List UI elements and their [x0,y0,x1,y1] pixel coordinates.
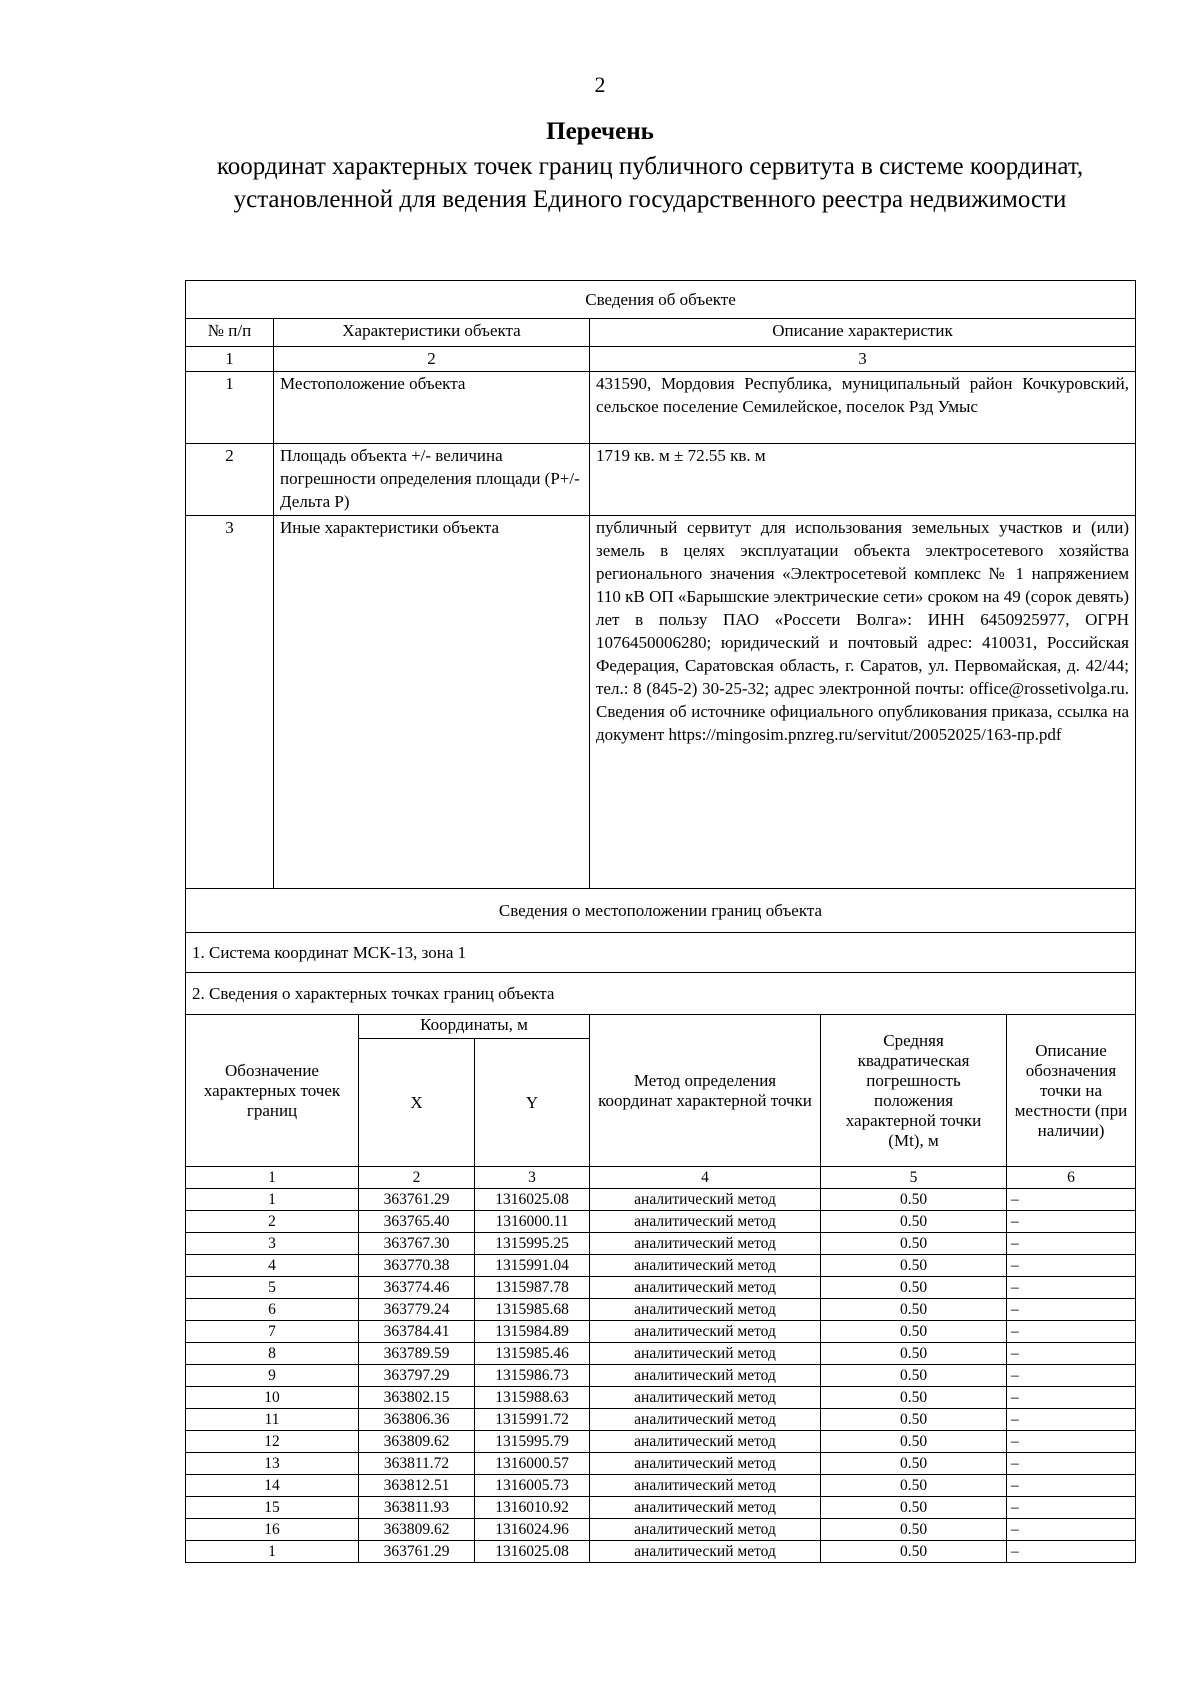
point-description: – [1007,1343,1136,1365]
page-number: 2 [594,72,606,97]
point-designation: 5 [186,1277,359,1299]
point-designation: 11 [186,1409,359,1431]
row-desc: публичный сервитут для использования земельных участков и (или) земель в целях эксплуатации объекта электросетевого хозяйства регионального значения «Электросетевой комплекс № 1 напряжением 110 кВ ОП «Барышские электрические сети» сроком на 49 (сорок девять) лет в пользу ПАО «Россети Волга»: ИНН 6450925977, ОГРН 1076450006280; юридический и почтовый адрес: 410031, Российская Федерация, Саратовская область, г. Саратов, ул. Первомайская, д. 42/44; тел.: 8 (845-2) 30-25-32; адрес электронной почты: office@rossetivolga.ru. Сведения об источнике официального опубликования приказа, ссылка на документ https://mingosim.pnzreg.ru/servitut/20052025/163-пр.pdf [590,516,1136,889]
point-x: 363774.46 [359,1277,475,1299]
point-x: 363761.29 [359,1541,475,1563]
point-error: 0.50 [821,1321,1007,1343]
point-method: аналитический метод [590,1497,821,1519]
point-error: 0.50 [821,1519,1007,1541]
point-description: – [1007,1189,1136,1211]
point-method: аналитический метод [590,1431,821,1453]
point-method: аналитический метод [590,1409,821,1431]
table-row [186,1497,1136,1519]
table-row [186,1321,1136,1343]
point-designation: 10 [186,1387,359,1409]
point-designation: 12 [186,1431,359,1453]
col-number: 3 [475,1167,590,1189]
col-number: 1 [186,347,274,372]
row-name: Иные характеристики объекта [274,516,590,889]
point-x: 363779.24 [359,1299,475,1321]
point-error: 0.50 [821,1475,1007,1497]
header-num: № п/п [186,319,274,347]
point-error: 0.50 [821,1365,1007,1387]
table-row [186,1519,1136,1541]
table-row [186,1211,1136,1233]
row-name: Площадь объекта +/- величина погрешности определения площади (Р+/- Дельта Р) [274,444,590,516]
point-description: – [1007,1409,1136,1431]
table-row [186,1409,1136,1431]
header-coords: Координаты, м [359,1015,590,1039]
location-title: Сведения о местоположении границ объекта [186,889,1136,933]
point-x: 363809.62 [359,1519,475,1541]
point-x: 363765.40 [359,1211,475,1233]
point-method: аналитический метод [590,1255,821,1277]
point-designation: 1 [186,1541,359,1563]
point-y: 1316000.11 [475,1211,590,1233]
point-y: 1315991.04 [475,1255,590,1277]
col-number-row [186,1167,1136,1189]
point-x: 363806.36 [359,1409,475,1431]
table-row [186,1431,1136,1453]
object-row [186,516,1136,889]
point-x: 363797.29 [359,1365,475,1387]
point-designation: 15 [186,1497,359,1519]
object-row [186,372,1136,444]
point-description: – [1007,1299,1136,1321]
point-method: аналитический метод [590,1519,821,1541]
point-error: 0.50 [821,1541,1007,1563]
point-x: 363811.93 [359,1497,475,1519]
table-row [186,1387,1136,1409]
row-number: 3 [186,516,274,889]
point-method: аналитический метод [590,1343,821,1365]
point-description: – [1007,1453,1136,1475]
object-info-table [185,280,1136,1015]
point-designation: 16 [186,1519,359,1541]
point-designation: 14 [186,1475,359,1497]
table-row [186,1255,1136,1277]
point-error: 0.50 [821,1299,1007,1321]
point-designation: 6 [186,1299,359,1321]
point-error: 0.50 [821,1453,1007,1475]
point-designation: 3 [186,1233,359,1255]
header-x: X [359,1039,475,1167]
table-row [186,1299,1136,1321]
point-y: 1316000.57 [475,1453,590,1475]
header-description: Описание обозначения точки на местности (при наличии) [1007,1015,1136,1167]
point-error: 0.50 [821,1277,1007,1299]
point-method: аналитический метод [590,1387,821,1409]
point-y: 1315988.63 [475,1387,590,1409]
point-description: – [1007,1211,1136,1233]
table-row [186,1365,1136,1387]
col-number: 5 [821,1167,1007,1189]
point-x: 363789.59 [359,1343,475,1365]
point-y: 1315987.78 [475,1277,590,1299]
document-title: Перечень [546,118,654,145]
point-designation: 8 [186,1343,359,1365]
row-name: Местоположение объекта [274,372,590,444]
point-designation: 9 [186,1365,359,1387]
point-error: 0.50 [821,1233,1007,1255]
point-designation: 13 [186,1453,359,1475]
row-desc: 1719 кв. м ± 72.55 кв. м [590,444,1136,516]
object-info-title: Сведения об объекте [186,281,1136,319]
point-error: 0.50 [821,1255,1007,1277]
table-row [186,1453,1136,1475]
table-row [186,1233,1136,1255]
col-number: 3 [590,347,1136,372]
point-method: аналитический метод [590,1541,821,1563]
header-y: Y [475,1039,590,1167]
header-characteristic: Характеристики объекта [274,319,590,347]
point-y: 1315985.46 [475,1343,590,1365]
point-designation: 7 [186,1321,359,1343]
header-description: Описание характеристик [590,319,1136,347]
point-description: – [1007,1365,1136,1387]
point-description: – [1007,1321,1136,1343]
point-y: 1315985.68 [475,1299,590,1321]
table-row [186,1343,1136,1365]
col-number: 2 [359,1167,475,1189]
point-y: 1316025.08 [475,1541,590,1563]
point-error: 0.50 [821,1211,1007,1233]
point-error: 0.50 [821,1409,1007,1431]
point-method: аналитический метод [590,1233,821,1255]
point-designation: 4 [186,1255,359,1277]
point-y: 1316005.73 [475,1475,590,1497]
point-description: – [1007,1387,1136,1409]
col-number: 4 [590,1167,821,1189]
point-x: 363761.29 [359,1189,475,1211]
object-row [186,444,1136,516]
points-table [185,1014,1136,1563]
point-error: 0.50 [821,1189,1007,1211]
points-title: 2. Сведения о характерных точках границ объекта [186,973,1136,1015]
point-error: 0.50 [821,1431,1007,1453]
point-description: – [1007,1519,1136,1541]
header-error: Средняя квадратическая погрешность положения характерной точки (Mt), м [821,1015,1007,1167]
row-number: 1 [186,372,274,444]
point-description: – [1007,1431,1136,1453]
point-description: – [1007,1277,1136,1299]
col-number: 2 [274,347,590,372]
coord-system: 1. Система координат МСК-13, зона 1 [186,933,1136,973]
point-y: 1315984.89 [475,1321,590,1343]
point-error: 0.50 [821,1343,1007,1365]
col-number: 1 [186,1167,359,1189]
point-description: – [1007,1255,1136,1277]
point-x: 363767.30 [359,1233,475,1255]
point-x: 363802.15 [359,1387,475,1409]
header-designation: Обозначение характерных точек границ [186,1015,359,1167]
row-desc: 431590, Мордовия Республика, муниципальный район Кочкуровский, сельское поселение Семилейское, поселок Рзд Умыс [590,372,1136,444]
table-row [186,1541,1136,1563]
table-row [186,1277,1136,1299]
point-designation: 1 [186,1189,359,1211]
table-row [186,1475,1136,1497]
row-number: 2 [186,444,274,516]
point-y: 1315986.73 [475,1365,590,1387]
point-x: 363811.72 [359,1453,475,1475]
point-method: аналитический метод [590,1321,821,1343]
point-y: 1315995.79 [475,1431,590,1453]
point-y: 1316024.96 [475,1519,590,1541]
point-method: аналитический метод [590,1211,821,1233]
point-description: – [1007,1541,1136,1563]
point-x: 363812.51 [359,1475,475,1497]
point-y: 1316025.08 [475,1189,590,1211]
point-method: аналитический метод [590,1277,821,1299]
point-designation: 2 [186,1211,359,1233]
header-method: Метод определения координат характерной точки [590,1015,821,1167]
point-method: аналитический метод [590,1365,821,1387]
point-x: 363784.41 [359,1321,475,1343]
point-description: – [1007,1475,1136,1497]
point-description: – [1007,1233,1136,1255]
point-y: 1316010.92 [475,1497,590,1519]
table-row [186,1189,1136,1211]
point-description: – [1007,1497,1136,1519]
point-x: 363770.38 [359,1255,475,1277]
col-number: 6 [1007,1167,1136,1189]
point-x: 363809.62 [359,1431,475,1453]
point-method: аналитический метод [590,1475,821,1497]
point-y: 1315995.25 [475,1233,590,1255]
point-method: аналитический метод [590,1189,821,1211]
point-method: аналитический метод [590,1453,821,1475]
point-method: аналитический метод [590,1299,821,1321]
point-y: 1315991.72 [475,1409,590,1431]
point-error: 0.50 [821,1497,1007,1519]
point-error: 0.50 [821,1387,1007,1409]
document-subtitle: координат характерных точек границ публичного сервитута в системе координат, установленной для ведения Единого государственного реестра недвижимости [216,153,1084,213]
